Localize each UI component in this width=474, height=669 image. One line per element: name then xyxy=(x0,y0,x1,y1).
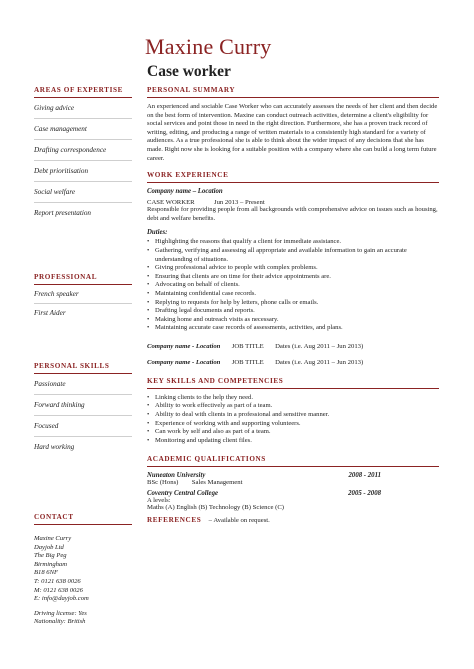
contact-line: M: 0121 638 0026 xyxy=(34,586,83,594)
expertise-heading: AREAS OF EXPERTISE xyxy=(34,86,123,94)
professional-heading: PROFESSIONAL xyxy=(34,273,98,281)
experience-role-row xyxy=(147,199,439,206)
sidebar xyxy=(34,86,132,627)
experience-role: CASE WORKER xyxy=(147,199,195,207)
other-role-dates: Dates (i.e. Aug 2011 – Jun 2013) xyxy=(275,342,364,350)
contact-line: Dayjob Ltd xyxy=(34,543,64,551)
education-detail: A levels: xyxy=(147,497,171,505)
education-school: Coventry Central College xyxy=(147,490,218,498)
contact-line: The Big Peg xyxy=(34,552,67,560)
personal-skills-heading: PERSONAL SKILLS xyxy=(34,362,110,370)
expertise-item: Giving advice xyxy=(34,98,132,119)
contact-rule xyxy=(34,524,132,525)
contact-line: B18 6NF xyxy=(34,569,58,577)
duty-item: • Making home and outreach visits as necessary. xyxy=(147,316,439,325)
expertise-item: Report presentation xyxy=(34,209,92,217)
duty-item: • Advocating on behalf of clients. xyxy=(147,281,439,290)
summary-rule xyxy=(147,97,439,98)
contact-block xyxy=(34,535,132,604)
key-skill-item: • Linking clients to the help they need. xyxy=(147,394,439,403)
experience-heading: WORK EXPERIENCE xyxy=(147,171,229,180)
summary-heading: PERSONAL SUMMARY xyxy=(147,86,236,94)
professional-item: French speaker xyxy=(34,285,132,304)
contact-line: Maxine Curry xyxy=(34,535,72,542)
duty-item: • Maintaining confidential case records. xyxy=(147,290,439,299)
duty-item: • Ensuring that clients are on time for their advice appointments are. xyxy=(147,273,439,282)
duties-list xyxy=(147,238,439,333)
expertise-list xyxy=(34,98,132,223)
contact-line: T: 0121 638 0026 xyxy=(34,577,81,585)
education-years: 2005 - 2008 xyxy=(348,490,381,498)
experience-dates: Jun 2013 – Present xyxy=(213,199,265,207)
education-heading: ACADEMIC QUALIFICATIONS xyxy=(147,455,266,464)
personal-skills-list xyxy=(34,374,132,457)
contact-line: E: info@dayjob.com xyxy=(34,595,89,603)
driving-license: Driving license: Yes xyxy=(34,609,87,617)
personal-skill-item: Focused xyxy=(34,416,132,437)
duty-item: • Giving professional advice to people with complex problems. xyxy=(147,264,439,273)
other-role-company: Company name - Location xyxy=(147,358,221,366)
contact-heading: CONTACT xyxy=(34,513,74,521)
personal-skill-item: Forward thinking xyxy=(34,395,132,416)
education-detail: BSc (Hons) Sales Management xyxy=(147,479,243,487)
main-content xyxy=(147,86,439,524)
other-role-dates: Dates (i.e. Aug 2011 – Jun 2013) xyxy=(275,358,364,366)
expertise-item: Debt prioritisation xyxy=(34,161,132,182)
experience-company: Company name – Location xyxy=(147,188,223,196)
duty-item: • Highlighting the reasons that qualify a client for immediate assistance. xyxy=(147,238,439,247)
education-school: Nuneaton University xyxy=(147,472,206,480)
education-rule xyxy=(147,466,439,467)
other-role-title: JOB TITLE xyxy=(231,358,264,366)
experience-rule xyxy=(147,182,439,183)
key-skill-item: • Can work by self and also as part of a team. xyxy=(147,428,439,437)
personal-skill-item: Hard working xyxy=(34,443,75,451)
personal-skill-item: Passionate xyxy=(34,374,132,395)
education-years: 2008 - 2011 xyxy=(348,472,381,480)
other-role-company: Company name - Location xyxy=(147,342,221,350)
professional-item: First Aider xyxy=(34,309,66,317)
contact-line: Birmingham xyxy=(34,560,67,568)
professional-list xyxy=(34,285,132,322)
other-role-title: JOB TITLE xyxy=(231,342,264,350)
education-detail-2: Maths (A) English (B) Technology (B) Science (C) xyxy=(147,504,285,512)
expertise-item: Drafting correspondence xyxy=(34,140,132,161)
key-skill-item: • Ability to deal with clients in a professional and sensitive manner. xyxy=(147,411,439,420)
other-role-row xyxy=(147,343,439,350)
duty-item: • Maintaining accurate case records of assessments, activities, and plans. xyxy=(147,324,439,333)
references-heading: REFERENCES xyxy=(147,516,202,525)
key-skills-list xyxy=(147,394,439,446)
expertise-item: Case management xyxy=(34,119,132,140)
nationality: Nationality: British xyxy=(34,618,86,626)
references-text: – Available on request. xyxy=(208,517,270,525)
education-entry xyxy=(147,490,439,497)
key-skill-item: • Ability to work effectively as part of a team. xyxy=(147,402,439,411)
duties-label: Duties: xyxy=(147,229,168,237)
key-skills-rule xyxy=(147,388,439,389)
duty-item: • Gathering, verifying and assessing all appropriate and available information to gain an accurate understanding of situations. xyxy=(147,247,439,264)
job-title: Case worker xyxy=(147,63,231,80)
contact-extra xyxy=(34,610,132,627)
summary-text: An experienced and sociable Case Worker who can accurately assesses the needs of her client and then decide on the best form of intervention. Maxine can conduct outreach activities, determine a client's eligibility for social services and point those in need in the right direction. Furthermore, she has a proven track record of writing, editing, and producing a range of written materials to a consistently high standard for a variety of audiences. As a true professional she is able to think about the wider impact of any decisions that she has made. Right now she is looking for a suitable position with a company where she can build a long term future career. xyxy=(147,103,438,162)
expertise-item: Social welfare xyxy=(34,182,132,203)
references-row xyxy=(147,516,439,524)
candidate-name: Maxine Curry xyxy=(145,34,272,59)
key-skill-item: • Experience of working with and supporting volunteers. xyxy=(147,420,439,429)
key-skill-item: • Monitoring and updating client files. xyxy=(147,437,439,446)
key-skills-heading: KEY SKILLS AND COMPETENCIES xyxy=(147,376,284,385)
experience-description: Responsible for providing people from all backgrounds with comprehensive advice on issues such as housing, debt and welfare benefits. xyxy=(147,206,438,222)
other-role-row xyxy=(147,359,439,366)
duty-item: • Replying to requests for help by letters, phone calls or emails. xyxy=(147,299,439,308)
duty-item: • Drafting legal documents and reports. xyxy=(147,307,439,316)
education-entry xyxy=(147,472,439,479)
